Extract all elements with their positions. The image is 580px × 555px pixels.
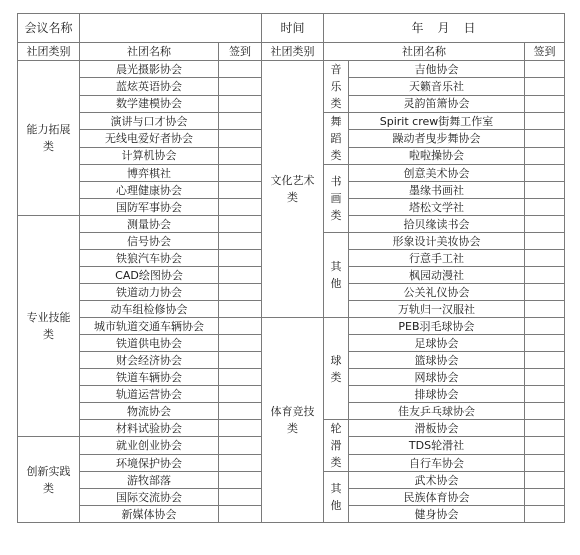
right-subcategory-music: [324, 61, 349, 113]
left-signin-cell[interactable]: [219, 284, 262, 301]
category-text: 能力拓展: [26, 123, 71, 136]
right-signin-cell[interactable]: [525, 61, 565, 78]
right-signin-header: 签到: [525, 43, 565, 61]
left-signin-cell[interactable]: [219, 318, 262, 335]
category-text: 乐: [330, 80, 342, 93]
left-club-name: 轨道运营协会: [80, 386, 219, 403]
right-signin-cell[interactable]: [525, 216, 565, 233]
right-signin-cell[interactable]: [525, 130, 565, 147]
left-club-name: 城市轨道交通车辆协会: [80, 318, 219, 335]
right-club-name: 天籁音乐社: [349, 78, 525, 95]
right-club-name: 啦啦操协会: [349, 147, 525, 164]
left-signin-cell[interactable]: [219, 95, 262, 112]
category-text: 舞: [330, 115, 342, 128]
meeting-name-field[interactable]: [80, 14, 262, 43]
right-club-name: 行意手工社: [349, 250, 525, 267]
left-signin-cell[interactable]: [219, 335, 262, 352]
left-signin-cell[interactable]: [219, 233, 262, 250]
right-club-name: 足球协会: [349, 335, 525, 352]
club-row: [18, 61, 565, 78]
column-header-row: [18, 43, 565, 61]
left-signin-cell[interactable]: [219, 147, 262, 164]
right-club-name: 自行车协会: [349, 455, 525, 472]
right-club-name: 墨缘书画社: [349, 182, 525, 199]
category-text: 轮: [330, 422, 342, 435]
right-subcategory-ball: [324, 318, 349, 420]
right-subcategory-dance: [324, 113, 349, 165]
right-club-name: 灵韵笛箫协会: [349, 95, 525, 112]
meeting-signin-sheet: [17, 13, 565, 523]
left-signin-cell[interactable]: [219, 489, 262, 506]
right-subcategory-other1: [324, 233, 349, 318]
left-signin-cell[interactable]: [219, 403, 262, 420]
left-signin-header: 签到: [219, 43, 262, 61]
right-signin-cell[interactable]: [525, 78, 565, 95]
right-signin-cell[interactable]: [525, 437, 565, 455]
category-text: 类: [330, 370, 342, 384]
right-signin-cell[interactable]: [525, 182, 565, 199]
category-text: 类: [330, 209, 342, 222]
right-signin-cell[interactable]: [525, 403, 565, 420]
meeting-header-row: [18, 14, 565, 43]
left-signin-cell[interactable]: [219, 61, 262, 78]
sheet-body: [18, 14, 565, 523]
left-club-name: 演讲与口才协会: [80, 113, 219, 130]
left-signin-cell[interactable]: [219, 455, 262, 472]
right-club-name: 滑板协会: [349, 420, 525, 437]
right-club-name: 万轨归一汉服社: [349, 301, 525, 318]
left-club-name: 就业创业协会: [80, 437, 219, 455]
left-signin-cell[interactable]: [219, 216, 262, 233]
left-club-name: 游牧部落: [80, 472, 219, 489]
right-signin-cell[interactable]: [525, 284, 565, 301]
left-signin-cell[interactable]: [219, 267, 262, 284]
right-club-name: 塔松文学社: [349, 199, 525, 216]
left-club-name: 博弈棋社: [80, 165, 219, 182]
right-club-name: 篮球协会: [349, 352, 525, 369]
left-club-name-header: 社团名称: [80, 43, 219, 61]
date-field[interactable]: 年 月 日: [324, 14, 565, 43]
left-club-name: 动车组检修协会: [80, 301, 219, 318]
right-signin-cell[interactable]: [525, 455, 565, 472]
left-club-name: 铁道车辆协会: [80, 369, 219, 386]
right-signin-cell[interactable]: [525, 147, 565, 164]
left-club-name: 铁道动力协会: [80, 284, 219, 301]
left-signin-cell[interactable]: [219, 420, 262, 437]
category-text: 其: [330, 482, 342, 495]
right-signin-cell[interactable]: [525, 233, 565, 250]
category-text: 类: [287, 422, 298, 435]
left-club-name: 材料试验协会: [80, 420, 219, 437]
right-club-name: 拾贝缘读书会: [349, 216, 525, 233]
left-club-name: 新媒体协会: [80, 506, 219, 523]
right-signin-cell[interactable]: [525, 199, 565, 216]
left-signin-cell[interactable]: [219, 386, 262, 403]
category-text: 类: [287, 191, 298, 204]
left-category-header: 社团类别: [18, 43, 80, 61]
right-signin-cell[interactable]: [525, 335, 565, 352]
left-signin-cell[interactable]: [219, 113, 262, 130]
right-signin-cell[interactable]: [525, 420, 565, 437]
category-text: 音: [330, 63, 342, 76]
right-club-name: Spirit crew街舞工作室: [349, 113, 525, 130]
category-text: 他: [330, 499, 342, 512]
left-signin-cell[interactable]: [219, 182, 262, 199]
right-signin-cell[interactable]: [525, 386, 565, 403]
right-subcategory-other2: [324, 472, 349, 523]
left-club-name: 测量协会: [80, 216, 219, 233]
right-club-name: 民族体育协会: [349, 489, 525, 506]
right-signin-cell[interactable]: [525, 489, 565, 506]
right-signin-cell[interactable]: [525, 301, 565, 318]
category-text: 蹈: [330, 132, 342, 145]
meeting-name-label: 会议名称: [18, 14, 80, 43]
right-club-name: 躁动者曳步舞协会: [349, 130, 525, 147]
right-signin-cell[interactable]: [525, 113, 565, 130]
left-club-name: 国防军事协会: [80, 199, 219, 216]
right-signin-cell[interactable]: [525, 165, 565, 182]
right-signin-cell[interactable]: [525, 318, 565, 335]
right-signin-cell[interactable]: [525, 267, 565, 284]
left-signin-cell[interactable]: [219, 165, 262, 182]
left-signin-cell[interactable]: [219, 78, 262, 95]
left-club-name: 心理健康协会: [80, 182, 219, 199]
category-text: 类: [330, 97, 342, 110]
left-club-name: 环境保护协会: [80, 455, 219, 472]
left-club-name: 财会经济协会: [80, 352, 219, 369]
right-club-name: PEB羽毛球协会: [349, 318, 525, 335]
club-row: [18, 318, 565, 335]
left-club-name: 铁道供电协会: [80, 335, 219, 352]
category-text: 类: [330, 149, 342, 162]
right-club-name: 枫园动漫社: [349, 267, 525, 284]
left-signin-cell[interactable]: [219, 301, 262, 318]
right-club-name: 排球协会: [349, 386, 525, 403]
category-text: 类: [330, 456, 342, 469]
left-category-cat3: [18, 437, 80, 523]
category-text: 类: [43, 481, 54, 495]
right-signin-cell[interactable]: [525, 250, 565, 267]
left-signin-cell[interactable]: [219, 250, 262, 267]
right-club-name: 网球协会: [349, 369, 525, 386]
right-signin-cell[interactable]: [525, 95, 565, 112]
right-subcategory-wheel: [324, 420, 349, 472]
right-category-cat2: [262, 318, 324, 523]
right-club-name: 形象设计美妆协会: [349, 233, 525, 250]
left-club-name: CAD绘图协会: [80, 267, 219, 284]
right-club-name-header: 社团名称: [324, 43, 525, 61]
category-text: 专业技能: [26, 311, 71, 324]
left-signin-cell[interactable]: [219, 472, 262, 489]
left-signin-cell[interactable]: [219, 199, 262, 216]
right-signin-cell[interactable]: [525, 352, 565, 369]
time-label: 时间: [262, 14, 324, 43]
category-text: 创新实践: [26, 464, 71, 478]
category-text: 滑: [330, 439, 342, 452]
right-signin-cell[interactable]: [525, 472, 565, 489]
left-category-cat2: [18, 216, 80, 437]
category-text: 其: [330, 260, 342, 273]
right-club-name: 健身协会: [349, 506, 525, 523]
left-category-cat1: [18, 61, 80, 216]
category-text: 类: [43, 140, 54, 153]
category-text: 他: [330, 277, 342, 290]
right-category-cat1: [262, 61, 324, 318]
right-club-name: 公关礼仪协会: [349, 284, 525, 301]
right-signin-cell[interactable]: [525, 369, 565, 386]
left-signin-cell[interactable]: [219, 369, 262, 386]
right-signin-cell[interactable]: [525, 506, 565, 523]
right-club-name: TDS轮滑社: [349, 437, 525, 455]
left-signin-cell[interactable]: [219, 506, 262, 523]
left-club-name: 无线电爱好者协会: [80, 130, 219, 147]
left-club-name: 信号协会: [80, 233, 219, 250]
left-club-name: 计算机协会: [80, 147, 219, 164]
left-signin-cell[interactable]: [219, 437, 262, 455]
right-club-name: 吉他协会: [349, 61, 525, 78]
left-signin-cell[interactable]: [219, 130, 262, 147]
category-text: 类: [43, 328, 54, 341]
left-signin-cell[interactable]: [219, 352, 262, 369]
right-club-name: 佳友乒乓球协会: [349, 403, 525, 420]
left-club-name: 物流协会: [80, 403, 219, 420]
left-club-name: 国际交流协会: [80, 489, 219, 506]
right-club-name: 武术协会: [349, 472, 525, 489]
left-club-name: 晨光摄影协会: [80, 61, 219, 78]
category-text: 文化艺术: [270, 174, 315, 187]
category-text: 体育竞技: [270, 405, 315, 418]
category-text: 书: [330, 175, 342, 188]
left-club-name: 铁狼汽车协会: [80, 250, 219, 267]
right-category-header: 社团类别: [262, 43, 324, 61]
right-club-name: 创意美术协会: [349, 165, 525, 182]
category-text: 球: [330, 353, 342, 367]
right-subcategory-calligraphy: [324, 165, 349, 233]
category-text: 画: [330, 192, 342, 205]
left-club-name: 数学建模协会: [80, 95, 219, 112]
left-club-name: 蓝炫英语协会: [80, 78, 219, 95]
